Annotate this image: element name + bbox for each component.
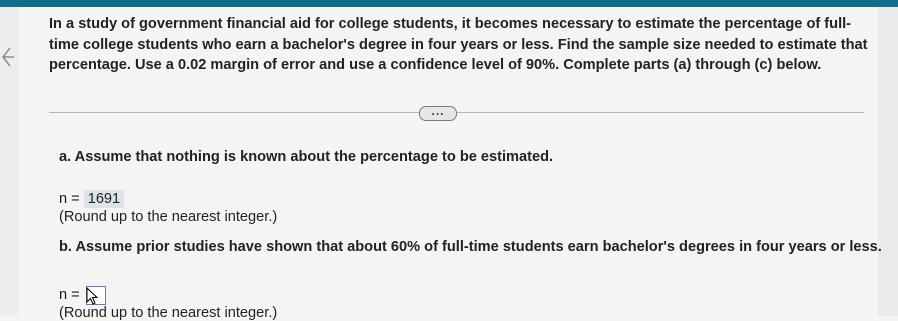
expand-more-button[interactable]: ... bbox=[419, 106, 457, 121]
part-a-hint: (Round up to the nearest integer.) bbox=[59, 209, 278, 225]
part-b-answer-row bbox=[59, 285, 106, 305]
collapse-arrow-icon[interactable] bbox=[0, 44, 14, 70]
part-a-prompt: a. Assume that nothing is known about the percentage to be estimated. bbox=[59, 149, 554, 165]
part-b-answer-input[interactable] bbox=[86, 286, 106, 305]
part-b-prompt: b. Assume prior studies have shown that about 60% of full-time students earn bachelor's degrees in four years or less. bbox=[59, 239, 882, 255]
mouse-pointer-icon bbox=[85, 287, 99, 305]
top-accent-bar bbox=[0, 0, 898, 7]
part-b-n-label: n = bbox=[59, 287, 80, 303]
part-b-hint: (Round up to the nearest integer.) bbox=[59, 305, 278, 321]
part-a-answer[interactable]: 1691 bbox=[84, 190, 124, 208]
part-a-n-label: n = bbox=[59, 191, 80, 207]
part-a-answer-row bbox=[59, 189, 124, 209]
question-text: In a study of government financial aid for college students, it becomes necessary to estimate the percentage of full-time college students who earn a bachelor's degree in four years or less. Find the sample size needed to estimate that percentage. Use a 0.02 margin of error and use a confidence level of 90%. Complete parts (a) through (c) below. bbox=[49, 16, 868, 73]
right-panel-edge bbox=[878, 7, 898, 316]
